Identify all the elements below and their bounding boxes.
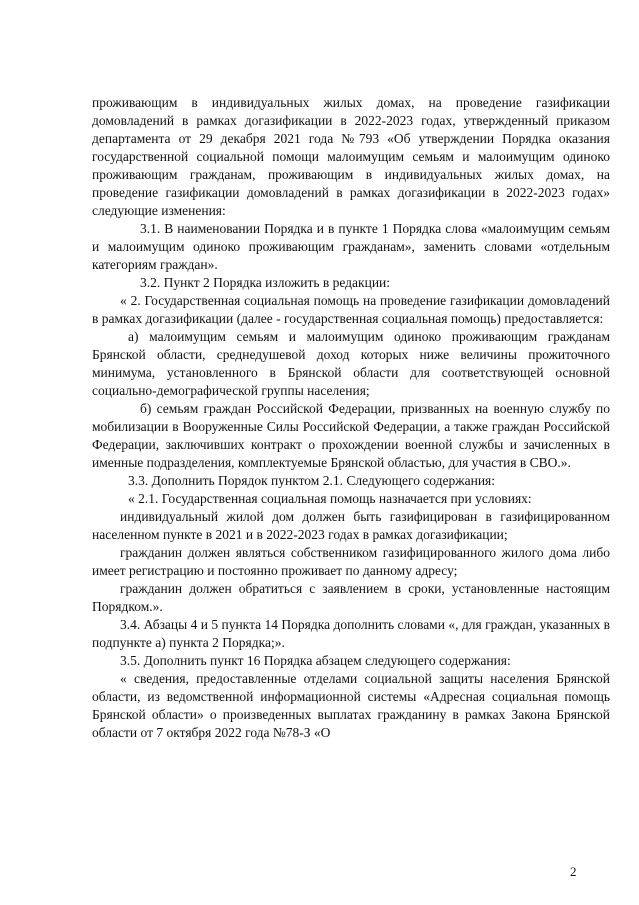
paragraph-item-2-1: « 2.1. Государственная социальная помощь назначается при условиях: [128, 491, 532, 506]
paragraph-subitem-a: а) малоимущим семьям и малоимущим одиноко проживающим гражданам Брянской области, среднедушевой доход которых ниже величины прожиточного минимума, установленного в Брянской области для соответствующей основной социально-демографической группы населения; [92, 329, 610, 398]
document-body [92, 94, 610, 742]
paragraph-condition-application: гражданин должен обратиться с заявлением в сроки, установленные настоящим Порядком.». [92, 581, 610, 614]
paragraph-condition-house: индивидуальный жилой дом должен быть газифицирован в газифицированном населенном пункте в 2021 и в 2022-2023 годах в рамках догазификации; [92, 509, 610, 542]
paragraph-3-5: 3.5. Дополнить пункт 16 Порядка абзацем следующего содержания: [120, 653, 511, 668]
paragraph-intro: проживающим в индивидуальных жилых домах, на проведение газификации домовладений в рамках догазификации в 2022-2023 годах, утвержденный приказом департамента от 29 декабря 2021 года №793 «Об утверждении Порядка оказания государственной социальной помощи малоимущим семьям и малоимущим одиноко проживающим гражданам, проживающим в индивидуальных жилых домах, на проведение газификации домовладений в рамках догазификации в 2022-2023 годах» следующие изменения: [92, 95, 610, 218]
paragraph-3-2: 3.2. Пункт 2 Порядка изложить в редакции: [140, 275, 391, 290]
paragraph-3-1: 3.1. В наименовании Порядка и в пункте 1 Порядка слова «малоимущим семьям и малоимущим одиноко проживающим гражданам», заменить словами «отдельным категориям граждан». [92, 221, 610, 272]
paragraph-information: « сведения, предоставленные отделами социальной защиты населения Брянской области, из ведомственной информационной системы «Адресная социальная помощь Брянской области» о произведенных выплатах гражданину в рамках Закона Брянской области от 7 октября 2022 года №78-З «О [92, 671, 610, 740]
paragraph-condition-owner: гражданин должен являться собственником газифицированного жилого дома либо имеет регистрацию и постоянно проживает по данному адресу; [92, 545, 610, 578]
paragraph-3-4: 3.4. Абзацы 4 и 5 пункта 14 Порядка дополнить словами «, для граждан, указанных в подпункте а) пункта 2 Порядка;». [92, 617, 610, 650]
paragraph-3-3: 3.3. Дополнить Порядок пунктом 2.1. Следующего содержания: [128, 473, 496, 488]
paragraph-item-2: « 2. Государственная социальная помощь на проведение газификации домовладений в рамках догазификации (далее - государственная социальная помощь) предоставляется: [92, 293, 610, 326]
paragraph-subitem-b: б) семьям граждан Российской Федерации, призванных на военную службу по мобилизации в Вооруженные Силы Российской Федерации, а также граждан Российской Федерации, заключивших контракт о прохождении военной службы и зачисленных в именные подразделения, комплектуемые Брянской областью, для участия в СВО.». [92, 401, 610, 470]
page-number: 2 [570, 864, 577, 879]
